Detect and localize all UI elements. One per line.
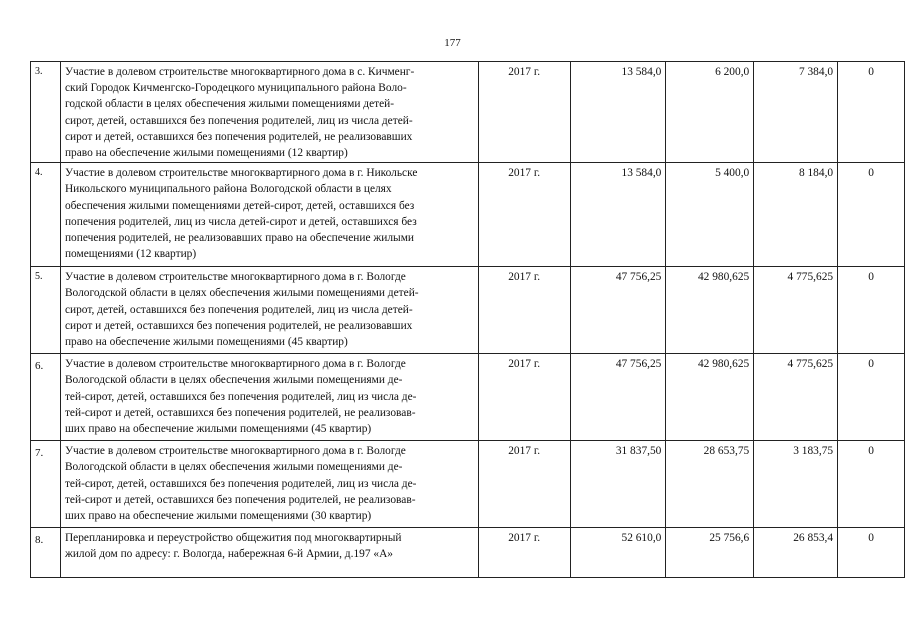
description-line: обеспечения жилыми помещениями детей-сирот, детей, оставшихся без (64, 199, 415, 212)
row-number: 7. (31, 441, 61, 528)
description-line: Вологодской области в целях обеспечения жилыми помещениями де- (64, 374, 403, 387)
description-line: Участие в долевом строительстве многоквартирного дома в с. Кичменг- (64, 66, 415, 78)
table-row (31, 267, 905, 354)
program-table (30, 61, 905, 578)
description-line: помещениями (12 квартир) (64, 248, 197, 261)
description-line: сирот и детей, оставшихся без попечения родителей, не реализовавших (64, 319, 413, 332)
row-amount-col3: 8 184,0 (754, 163, 838, 267)
description-line: сирот, детей, оставшихся без попечения родителей, лиц из числа детей- (64, 114, 413, 127)
row-total-amount: 31 837,50 (570, 441, 666, 528)
description-line: Участие в долевом строительстве многоквартирного дома в г. Вологде (64, 271, 406, 284)
row-number: 3. (31, 62, 61, 163)
description-line: ших право на обеспечение жилыми помещениями (45 квартир) (64, 423, 372, 436)
description-line: тей-сирот и детей, оставшихся без попечения родителей, не реализовав- (64, 493, 416, 506)
row-total-amount: 47 756,25 (570, 267, 666, 354)
row-description (60, 528, 478, 578)
description-line: ших право на обеспечение жилыми помещениями (30 квартир) (64, 510, 372, 523)
description-line: Вологодской области в целях обеспечения жилыми помещениями де- (64, 461, 403, 474)
row-number: 4. (31, 163, 61, 267)
row-amount-col2: 25 756,6 (666, 528, 754, 578)
description-line: право на обеспечение жилыми помещениями (12 квартир) (64, 147, 348, 160)
row-amount-col4: 0 (838, 267, 905, 354)
table-row (31, 441, 905, 528)
description-line: попечения родителей, лиц из числа детей-сирот и детей, оставшихся без (64, 215, 417, 228)
table-row (31, 528, 905, 578)
row-total-amount: 13 584,0 (570, 62, 666, 163)
row-year: 2017 г. (478, 163, 570, 267)
row-year: 2017 г. (478, 441, 570, 528)
row-amount-col2: 42 980,625 (666, 354, 754, 441)
row-amount-col2: 6 200,0 (666, 62, 754, 163)
row-year: 2017 г. (478, 354, 570, 441)
row-amount-col3: 26 853,4 (754, 528, 838, 578)
row-year: 2017 г. (478, 62, 570, 163)
row-amount-col2: 42 980,625 (666, 267, 754, 354)
description-line: ский Городок Кичменгско-Городецкого муниципального района Воло- (64, 82, 407, 95)
row-year: 2017 г. (478, 528, 570, 578)
description-line: Участие в долевом строительстве многоквартирного дома в г. Вологде (64, 445, 406, 458)
row-description (60, 441, 478, 528)
row-total-amount: 47 756,25 (570, 354, 666, 441)
description-line: Участие в долевом строительстве многоквартирного дома в г. Вологде (64, 358, 406, 371)
description-line: Вологодской области в целях обеспечения жилыми помещениями детей- (64, 287, 419, 300)
row-amount-col2: 28 653,75 (666, 441, 754, 528)
row-number: 6. (31, 354, 61, 441)
table-row (31, 163, 905, 267)
table-row (31, 62, 905, 163)
description-line: тей-сирот, детей, оставшихся без попечения родителей, лиц из числа де- (64, 477, 417, 490)
row-amount-col4: 0 (838, 441, 905, 528)
row-amount-col4: 0 (838, 62, 905, 163)
row-amount-col3: 4 775,625 (754, 267, 838, 354)
row-total-amount: 52 610,0 (570, 528, 666, 578)
row-description (60, 354, 478, 441)
row-amount-col2: 5 400,0 (666, 163, 754, 267)
row-year: 2017 г. (478, 267, 570, 354)
description-line: попечения родителей, не реализовавших право на обеспечение жилыми (64, 232, 414, 245)
row-description (60, 62, 478, 163)
row-number: 8. (31, 528, 61, 578)
row-amount-col3: 7 384,0 (754, 62, 838, 163)
description-line: Перепланировка и переустройство общежития под многоквартирный (64, 532, 402, 545)
description-line: тей-сирот и детей, оставшихся без попечения родителей, не реализовав- (64, 406, 416, 419)
description-line: право на обеспечение жилыми помещениями (45 квартир) (64, 336, 348, 349)
row-amount-col4: 0 (838, 163, 905, 267)
table-body (31, 62, 905, 578)
row-amount-col4: 0 (838, 528, 905, 578)
row-amount-col3: 4 775,625 (754, 354, 838, 441)
row-number: 5. (31, 267, 61, 354)
table-row (31, 354, 905, 441)
description-line: годской области в целях обеспечения жилыми помещениями детей- (64, 98, 395, 111)
row-description (60, 163, 478, 267)
description-line: Участие в долевом строительстве многоквартирного дома в г. Никольске (64, 167, 418, 180)
description-line: тей-сирот, детей, оставшихся без попечения родителей, лиц из числа де- (64, 390, 417, 403)
description-line: сирот и детей, оставшихся без попечения родителей, не реализовавших (64, 130, 413, 143)
page-number: 177 (444, 37, 461, 49)
row-description (60, 267, 478, 354)
description-line: Никольского муниципального района Вологодской области в целях (64, 183, 392, 196)
description-line: жилой дом по адресу: г. Вологда, набережная 6-й Армии, д.197 «А» (64, 548, 393, 561)
description-line: сирот, детей, оставшихся без попечения родителей, лиц из числа детей- (64, 303, 413, 316)
row-amount-col4: 0 (838, 354, 905, 441)
row-amount-col3: 3 183,75 (754, 441, 838, 528)
row-total-amount: 13 584,0 (570, 163, 666, 267)
